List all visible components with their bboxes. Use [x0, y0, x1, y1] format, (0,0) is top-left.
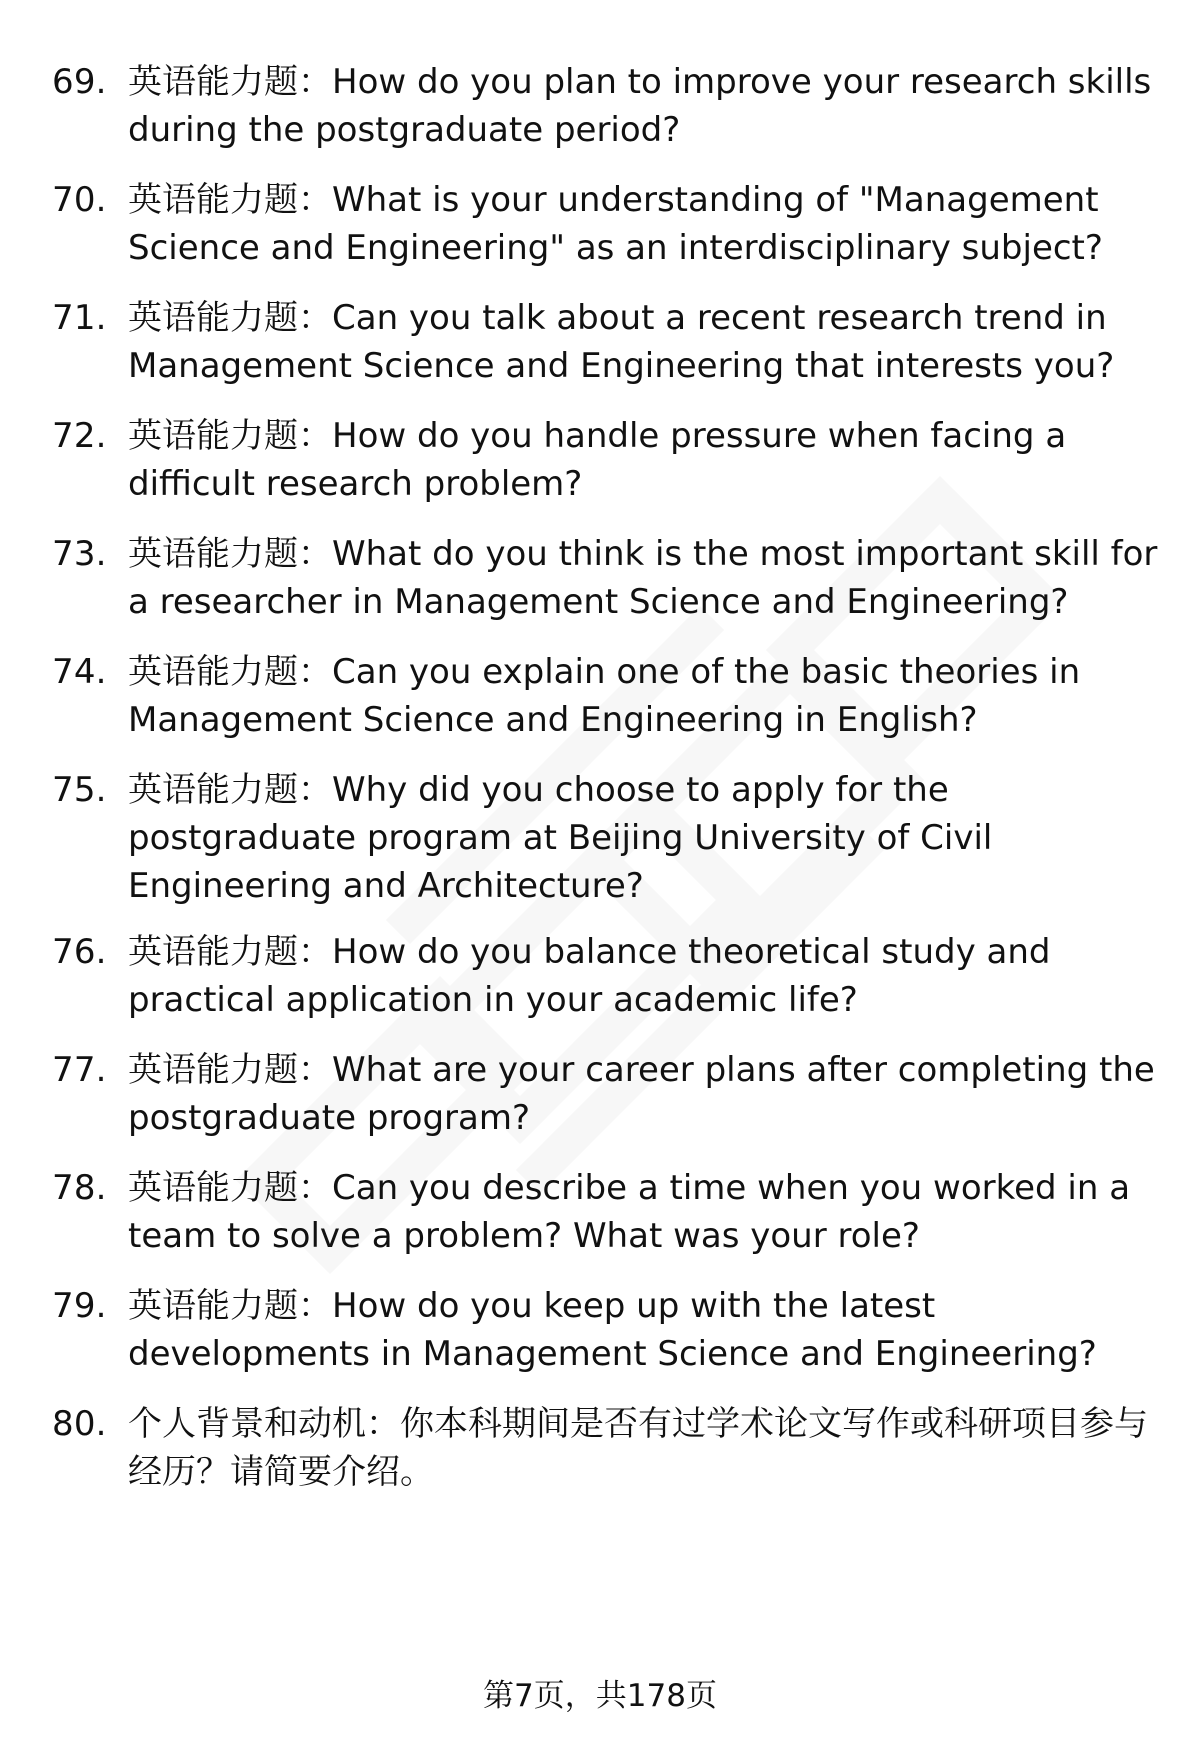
question-tag: 英语能力题： [128, 1168, 332, 1208]
question-tag: 英语能力题： [128, 534, 332, 574]
question-item [52, 766, 1162, 910]
question-item [52, 58, 1162, 154]
question-tag: 英语能力题： [128, 1286, 332, 1326]
question-text-block [128, 294, 1162, 390]
question-text-block [128, 412, 1162, 508]
question-item [52, 1400, 1162, 1496]
question-tag: 英语能力题： [128, 652, 332, 692]
question-number: 72. [52, 416, 107, 456]
question-tag: 英语能力题： [128, 180, 332, 220]
question-tag: 英语能力题： [128, 1050, 332, 1090]
question-item [52, 1046, 1162, 1142]
question-text-block [128, 766, 1162, 910]
question-text-block [128, 928, 1162, 1024]
question-text: Can you explain one of the basic theories in Management Science and Engineering in English? [128, 652, 1081, 740]
page-footer [0, 1676, 1200, 1716]
question-text: What do you think is the most important skill for a researcher in Management Science and Engineering? [128, 534, 1158, 622]
question-text: How do you handle pressure when facing a difficult research problem? [128, 416, 1067, 504]
question-tag: 英语能力题： [128, 770, 332, 810]
question-tag: 英语能力题： [128, 932, 332, 972]
question-text: Can you talk about a recent research trend in Management Science and Engineering that interests you? [128, 298, 1115, 386]
page-number-label: 第7页，共178页 [483, 1678, 717, 1714]
question-tag: 英语能力题： [128, 62, 332, 102]
question-number: 79. [52, 1286, 107, 1326]
question-number: 77. [52, 1050, 107, 1090]
question-text-block [128, 530, 1162, 626]
question-number: 69. [52, 62, 107, 102]
question-number: 73. [52, 534, 107, 574]
question-item [52, 412, 1162, 508]
question-number: 74. [52, 652, 107, 692]
question-item [52, 294, 1162, 390]
question-tag: 英语能力题： [128, 416, 332, 456]
question-text: 你本科期间是否有过学术论文写作或科研项目参与经历？请简要介绍。 [128, 1404, 1148, 1492]
question-text: Why did you choose to apply for the postgraduate program at Beijing University of Civil Engineering and Architecture? [128, 770, 993, 906]
question-text-block [128, 1400, 1162, 1496]
question-text: How do you balance theoretical study and practical application in your academic life? [128, 932, 1051, 1020]
question-text-block [128, 648, 1162, 744]
question-item [52, 176, 1162, 272]
question-text-block [128, 1282, 1162, 1378]
question-text-block [128, 176, 1162, 272]
question-text: How do you keep up with the latest developments in Management Science and Engineering? [128, 1286, 1097, 1374]
question-number: 76. [52, 932, 107, 972]
question-number: 78. [52, 1168, 107, 1208]
question-item [52, 648, 1162, 744]
question-number: 75. [52, 770, 107, 810]
question-tag: 英语能力题： [128, 298, 332, 338]
question-number: 80. [52, 1404, 107, 1444]
question-item [52, 1164, 1162, 1260]
question-item [52, 928, 1162, 1024]
question-text: What is your understanding of "Management Science and Engineering" as an interdisciplinary subject? [128, 180, 1103, 268]
question-text: How do you plan to improve your research skills during the postgraduate period? [128, 62, 1152, 150]
question-text-block [128, 1164, 1162, 1260]
question-item [52, 530, 1162, 626]
question-text-block [128, 1046, 1162, 1142]
question-number: 70. [52, 180, 107, 220]
question-text: What are your career plans after completing the postgraduate program? [128, 1050, 1155, 1138]
question-item [52, 1282, 1162, 1378]
question-number: 71. [52, 298, 107, 338]
question-text-block [128, 58, 1162, 154]
question-text: Can you describe a time when you worked in a team to solve a problem? What was your role? [128, 1168, 1131, 1256]
question-tag: 个人背景和动机： [128, 1404, 400, 1444]
